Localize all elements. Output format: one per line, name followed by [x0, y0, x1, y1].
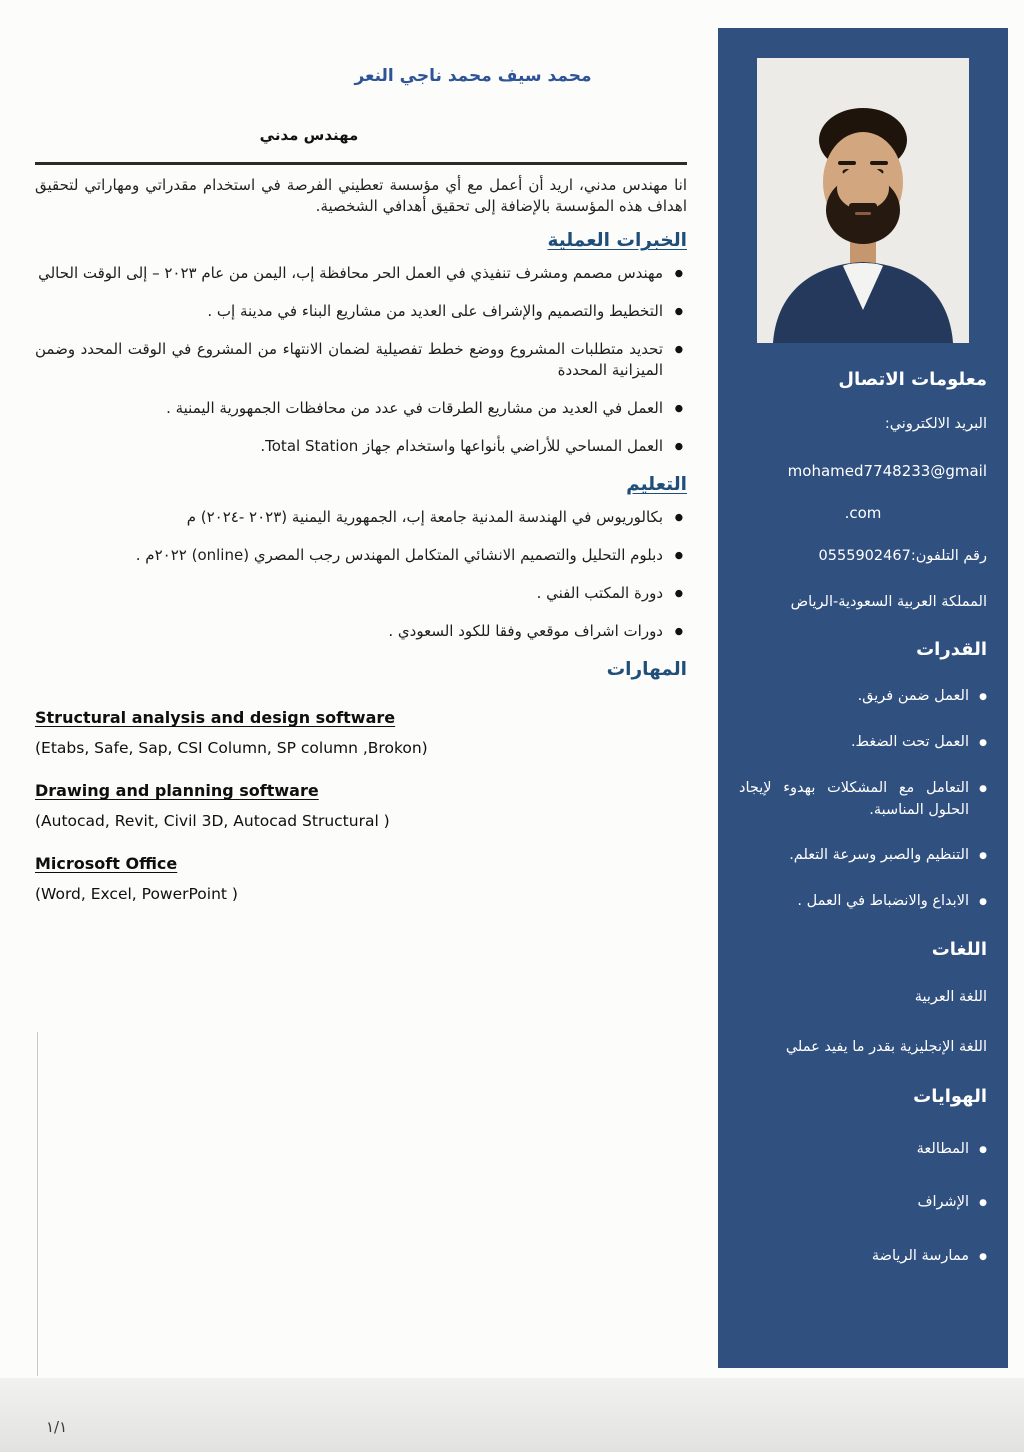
skills-group-heading: Structural analysis and design software [35, 708, 396, 728]
language-item: اللغة العربية [914, 988, 987, 1005]
education-item: ● بكالوريوس في الهندسة المدنية جامعة إب، الجمهورية اليمنية (٢٠٢٣ -٢٠٢٤) م [35, 507, 687, 528]
sidebar-title-hobbies: الهوايات [913, 1085, 987, 1107]
language-item: اللغة الإنجليزية بقدر ما يفيد عملي [785, 1038, 987, 1055]
education-item: ● دبلوم التحليل والتصميم الانشائي المتكامل المهندس رجب المصري (online) ٢٠٢٢م . [35, 545, 687, 566]
page-number: ١/١ [46, 1418, 68, 1436]
header-divider [35, 162, 687, 165]
capability-item: ● التعامل مع المشكلات بهدوء لإيجاد الحلول المناسبة. [739, 778, 987, 822]
main-column [35, 66, 687, 903]
section-title-education: التعليم [626, 474, 687, 496]
skills-group-items: (Etabs, Safe, Sap, CSI Column, SP column ,Brokon) [35, 739, 428, 758]
skills-group-items: (Autocad, Revit, Civil 3D, Autocad Structural ) [35, 812, 390, 831]
experience-item: ● التخطيط والتصميم والإشراف على العديد من مشاريع البناء في مدينة إب . [35, 301, 687, 322]
experience-list [35, 263, 687, 457]
summary-text: انا مهندس مدني، اريد أن أعمل مع أي مؤسسة تعطيني الفرصة في استخدام مقدراتي ومهاراتي لتحقيق اهداف هذه المؤسسة بالإضافة إلى تحقيق أهدافي الشخصية. [35, 176, 687, 215]
hobby-item: ● ممارسة الرياضة [739, 1246, 987, 1268]
sidebar-title-languages: اللغات [931, 938, 987, 960]
hobbies-list [739, 1139, 987, 1268]
hobby-item: ● المطالعة [739, 1139, 987, 1161]
profile-photo [757, 58, 969, 343]
capability-item: ● العمل تحت الضغط. [739, 732, 987, 754]
profile-photo-illustration [757, 58, 969, 343]
job-title: مهندس مدني [259, 126, 359, 144]
phone-value: رقم التلفون:0555902467 [818, 547, 987, 564]
experience-item: ● العمل المساحي للأراضي بأنواعها واستخدام جهاز Total Station. [35, 436, 687, 457]
location-value: المملكة العربية السعودية-الرياض [790, 593, 987, 610]
sidebar [718, 28, 1008, 1368]
skills-block [35, 708, 687, 903]
experience-item: ● تحديد متطلبات المشروع ووضع خطط تفصيلية لضمان الانتهاء من المشروع في الوقت المحدد وضمن الميزانية المحددة [35, 339, 687, 381]
sidebar-title-capabilities: القدرات [916, 639, 987, 661]
section-title-skills: المهارات [606, 659, 687, 681]
email-value-suffix: .com [844, 503, 882, 522]
email-value: mohamed7748233@gmail [787, 461, 987, 480]
education-list [35, 507, 687, 642]
capability-item: ● التنظيم والصبر وسرعة التعلم. [739, 845, 987, 867]
section-title-experience: الخبرات العملية [547, 230, 687, 252]
candidate-name: محمد سيف محمد ناجي النعر [354, 66, 592, 86]
education-item: ● دورة المكتب الفني . [35, 583, 687, 604]
email-label: البريد الالكتروني: [884, 416, 987, 432]
scan-edge-line [37, 1032, 38, 1376]
scan-footer-band [0, 1378, 1024, 1452]
education-item: ● دورات اشراف موقعي وفقا للكود السعودي . [35, 621, 687, 642]
sidebar-title-contact: معلومات الاتصال [838, 369, 987, 390]
skills-group-heading: Microsoft Office [35, 854, 178, 874]
experience-item: ● العمل في العديد من مشاريع الطرقات في عدد من محافظات الجمهورية اليمنية . [35, 398, 687, 419]
capabilities-list [739, 686, 987, 913]
capability-item: ● الابداع والانضباط في العمل . [739, 891, 987, 913]
skills-group-items: (Word, Excel, PowerPoint ) [35, 885, 238, 904]
skills-group-heading: Drawing and planning software [35, 781, 319, 801]
experience-item: ● مهندس مصمم ومشرف تنفيذي في العمل الحر محافظة إب، اليمن من عام ٢٠٢٣ – إلى الوقت الحالي [35, 263, 687, 284]
hobby-item: ● الإشراف [739, 1192, 987, 1214]
capability-item: ● العمل ضمن فريق. [739, 686, 987, 708]
